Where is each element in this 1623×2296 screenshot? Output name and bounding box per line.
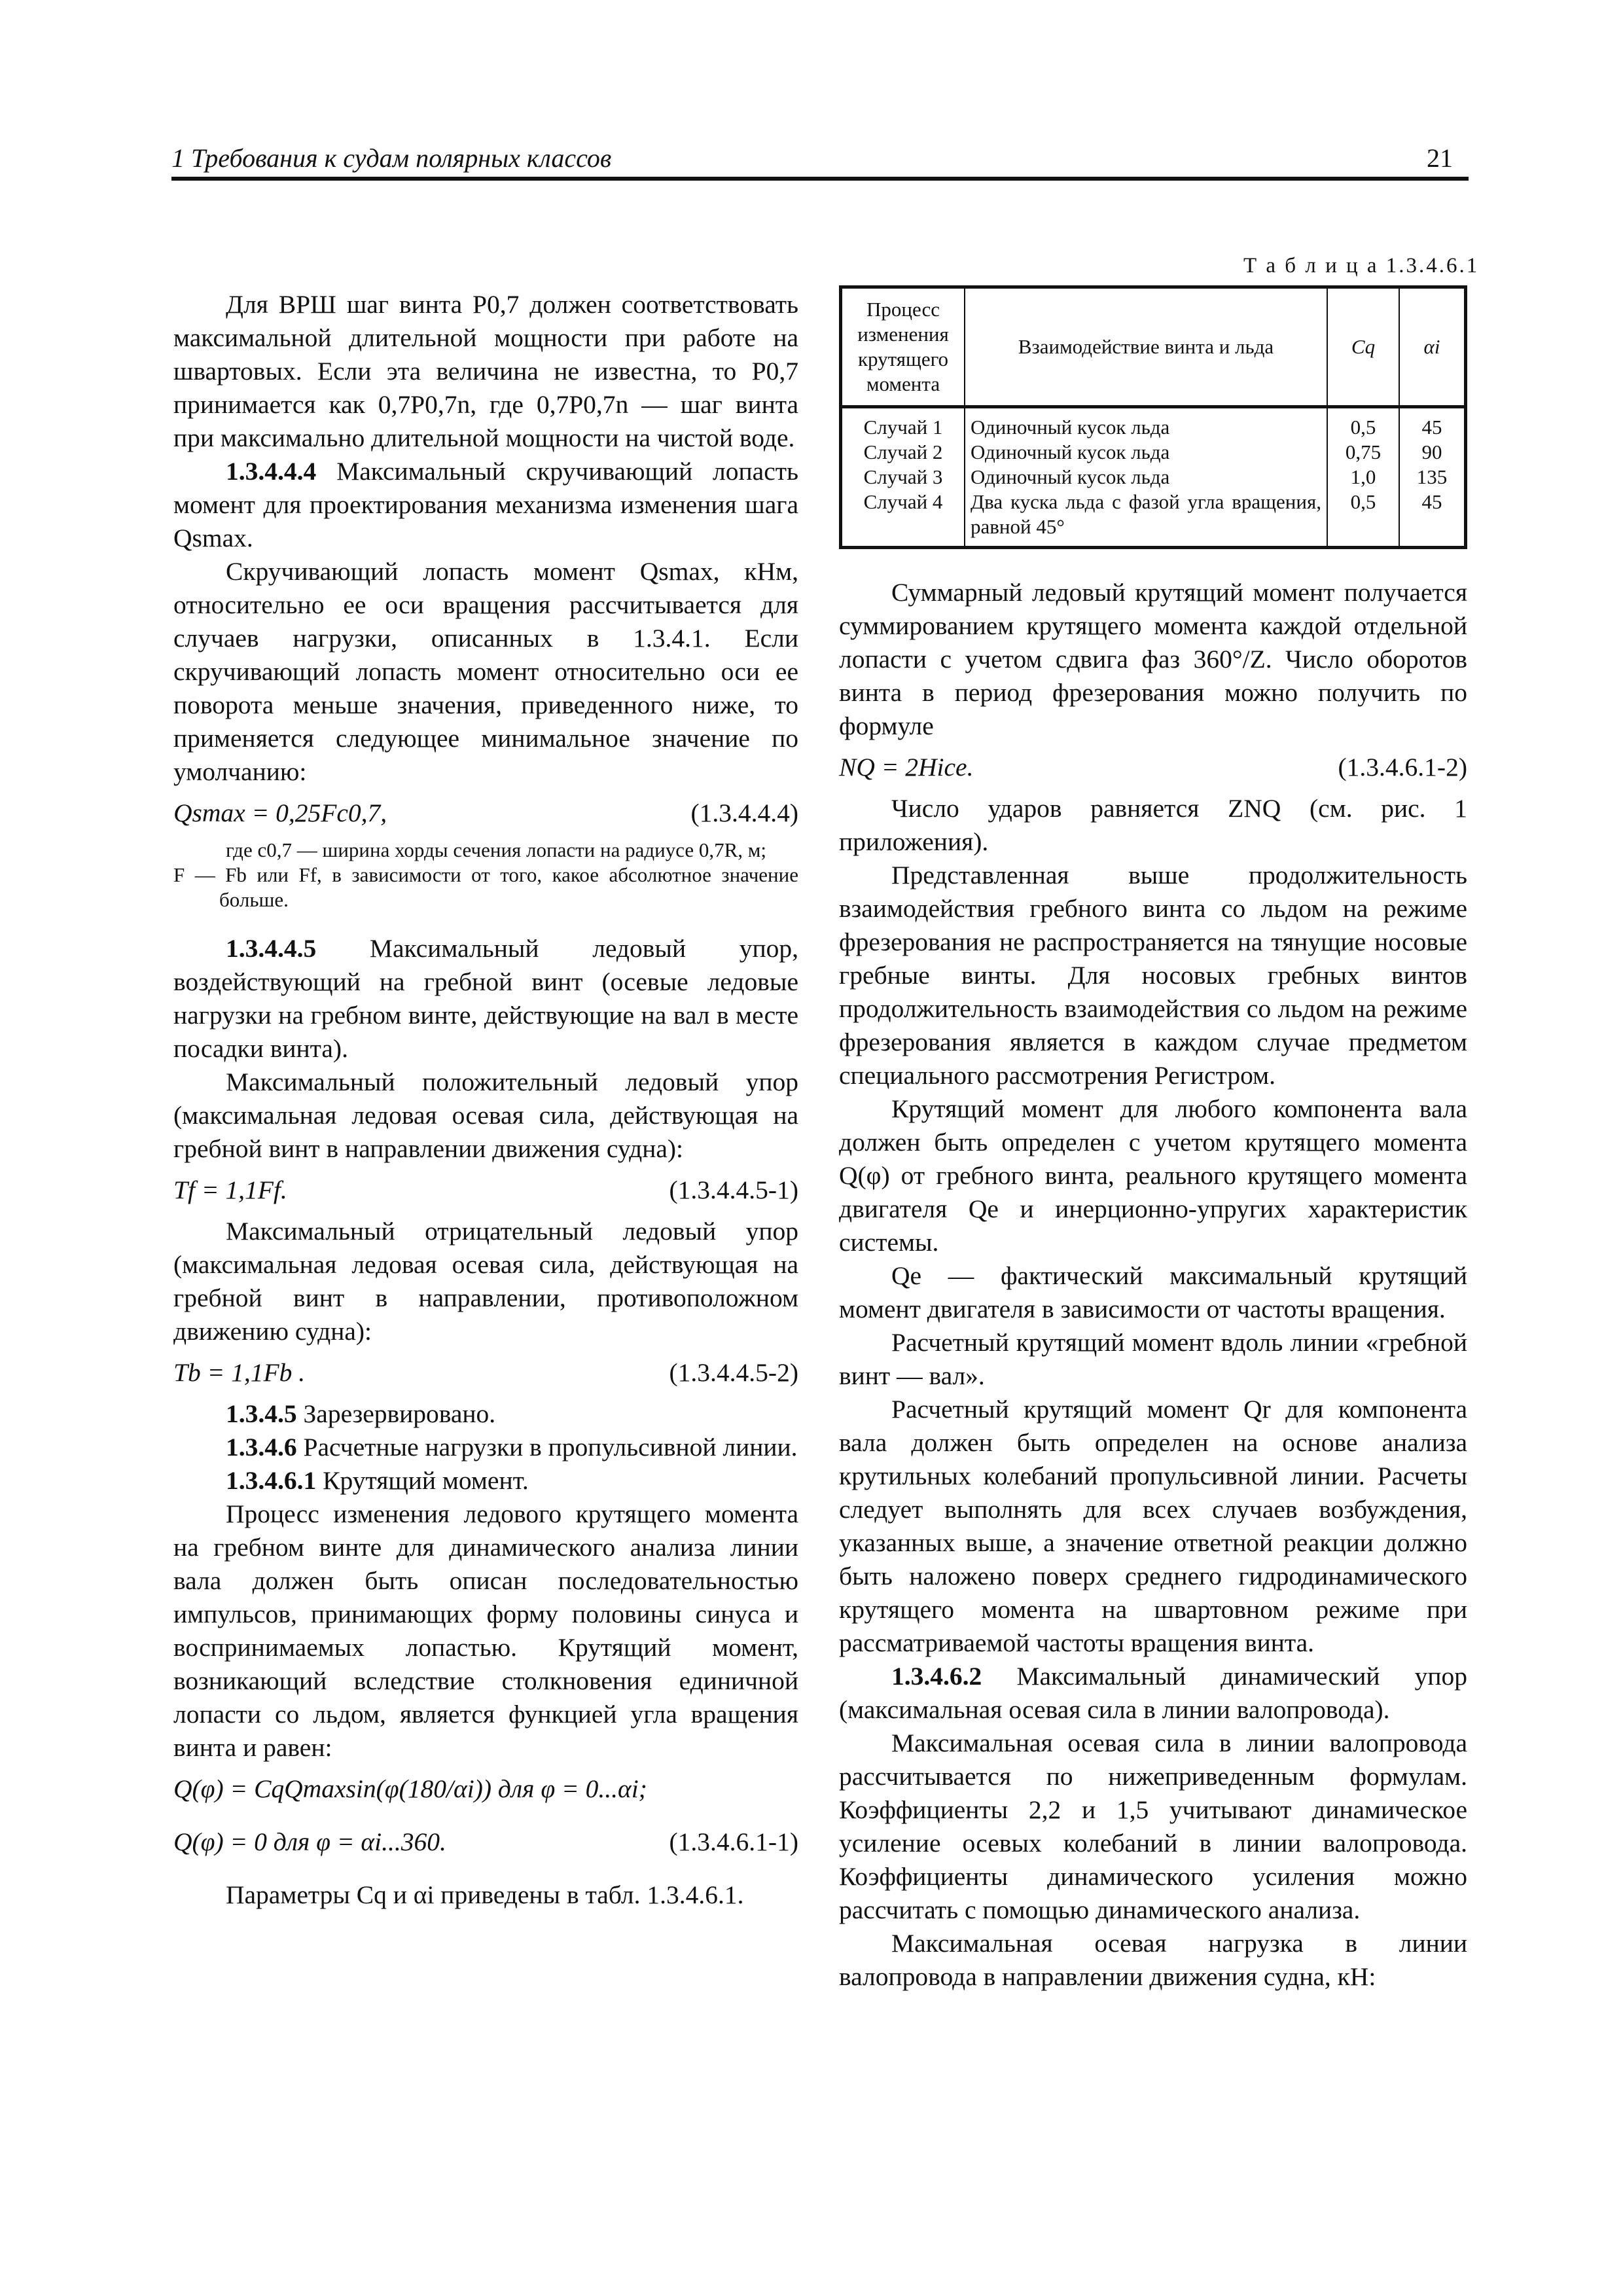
formula-number: (1.3.4.6.1-2) [1338,753,1467,781]
formula-expression: NQ = 2Hice. [839,753,974,781]
table-cell: Одиночный кусок льда [971,465,1170,488]
formula-torque-1 [173,1772,798,1806]
section-number: 1.3.4.5 [226,1399,297,1428]
paragraph: Максимальный положительный ледовый упор (максимальная ледовая осевая сила, действующая на гребной винт в направлении движения судна): [173,1067,798,1163]
paragraph: Расчетный крутящий момент Qr для компонента вала должен быть определен на основе анализа крутильных колебаний пропульсивной линии. Расчеты следует выполнять для всех случаев возбуждения, указанных выше, а значение ответной реакции должно быть наложено поверх среднего гидродинамического крутящего момента на швартовном режиме при рассматриваемой частоты вращения винта. [839,1395,1467,1657]
section-text: Зарезервировано. [303,1399,496,1428]
section-heading [173,1431,798,1464]
section-number: 1.3.4.6 [226,1433,297,1462]
formula-number: (1.3.4.4.5-2) [669,1358,798,1387]
left-column [173,288,798,1912]
formula-number: (1.3.4.6.1-1) [669,1827,798,1856]
formula-number: (1.3.4.4.5-1) [669,1175,798,1204]
right-column [839,576,1467,1994]
page-number: 21 [1427,143,1453,173]
table-header-cell: Cq [1327,287,1399,407]
formula-notes [173,838,798,912]
paragraph: Скручивающий лопасть момент Qsmax, кНм, относительно ее оси вращения рассчитывается для случаев нагрузки, описанных в 1.3.4.1. Если скручивающий лопасть момент относительно оси ее поворота меньше значения, приведенного ниже, то применяется следующее минимальное значение по умолчанию: [173,557,798,786]
table-cell-interactions [965,407,1327,548]
table-cell: 135 [1416,465,1448,488]
table-header-cell: Процесс изменения крутящего момента [841,287,965,407]
formula-1-3-4-4-5-1 [173,1174,798,1207]
table-cell: 45 [1421,416,1442,439]
section-heading [173,455,798,555]
section-text: Расчетные нагрузки в пропульсивной линии. [303,1433,798,1462]
table-cell: 0,5 [1350,416,1376,439]
formula-number: (1.3.4.4.4) [690,798,798,827]
formula-1-3-4-6-1-1 [173,1825,798,1859]
table-header-row [841,287,1466,407]
table-cell: 0,5 [1350,490,1376,513]
section-heading [173,1464,798,1498]
section-number: 1.3.4.6.2 [891,1662,982,1691]
paragraph: Максимальная осевая нагрузка в линии валопровода в направлении движения судна, кН: [839,1929,1467,1991]
table-cell: 45 [1421,490,1442,513]
table-cell-cq [1327,407,1399,548]
table-cell: 90 [1421,440,1442,463]
formula-expression: Qsmax = 0,25Fc0,7, [173,798,387,827]
section-number: 1.3.4.4.4 [226,457,317,486]
section-heading [173,1397,798,1431]
paragraph: Суммарный ледовый крутящий момент получается суммированием крутящего момента каждой отдельной лопасти с учетом сдвига фаз 360°/Z. Число оборотов винта в период фрезерования можно получить по формуле [839,578,1467,740]
table-1-3-4-6-1 [839,285,1467,549]
paragraph: Для ВРШ шаг винта P0,7 должен соответствовать максимальной длительной мощности при работе на швартовых. Если эта величина не известна, то P0,7 принимается как 0,7P0,7n, где 0,7P0,7n — шаг винта при максимально длительной мощности на чистой воде. [173,290,798,452]
section-number: 1.3.4.4.5 [226,934,317,963]
table-cell: Два куска льда с фазой угла вращения, равной 45° [971,490,1321,538]
paragraph: Расчетный крутящий момент вдоль линии «гребной винт — вал». [839,1328,1467,1390]
table-header-cell: αi [1399,287,1466,407]
table-cell: Одиночный кусок льда [971,440,1170,463]
section-text: Максимальный динамический упор (максимальная осевая сила в линии валопровода). [839,1662,1468,1724]
section-text: Максимальный ледовый упор, воздействующий на гребной винт (осевые ледовые нагрузки на гребном винте, действующие на вал в месте посадки винта). [173,934,799,1063]
running-header-title: 1 Требования к судам полярных классов [171,143,612,173]
section-text: Максимальный скручивающий лопасть момент для проектирования механизма изменения шага Qsmax. [173,457,798,552]
note-line: где c0,7 — ширина хорды сечения лопасти на радиусе 0,7R, м; [226,838,767,861]
paragraph: Параметры Cq и αi приведены в табл. 1.3.4.6.1. [226,1880,744,1909]
table-cell: Случай 1 [863,416,943,439]
section-heading [839,1660,1467,1727]
paragraph: Максимальный отрицательный ледовый упор (максимальная ледовая осевая сила, действующая на гребной винт в направлении, противоположном движению судна): [173,1217,798,1346]
section-heading [173,932,798,1066]
paragraph: Число ударов равняется ZNQ (см. рис. 1 приложения). [839,794,1467,856]
table-caption: Т а б л и ц а 1.3.4.6.1 [1243,254,1480,278]
paragraph: Qe — фактический максимальный крутящий момент двигателя в зависимости от частоты вращения. [839,1261,1467,1323]
table-body [841,407,1466,548]
formula-1-3-4-4-4 [173,797,798,830]
table-cell-cases [841,407,965,548]
formula-1-3-4-4-5-2 [173,1356,798,1390]
paragraph: Крутящий момент для любого компонента вала должен быть определен с учетом крутящего момента Q(φ) от гребного винта, реального крутящего момента двигателя Qe и инерционно-упругих характеристик системы. [839,1094,1467,1257]
paragraph: Представленная выше продолжительность взаимодействия гребного винта со льдом на режиме фрезерования не распространяется на тянущие носовые гребные винты. Для носовых гребных винтов продолжительность взаимодействия со льдом на режиме фрезерования является в каждом случае предметом специального рассмотрения Регистром. [839,861,1467,1090]
table-cell: Одиночный кусок льда [971,416,1170,439]
section-number: 1.3.4.6.1 [226,1466,317,1495]
table-cell: Случай 3 [863,465,943,488]
table-cell: 1,0 [1350,465,1376,488]
table-header-cell: Взаимодействие винта и льда [965,287,1327,407]
table-cell-alpha [1399,407,1466,548]
note-line: F — Fb или Ff, в зависимости от того, какое абсолютное значение больше. [173,863,798,911]
formula-1-3-4-6-1-2 [839,751,1467,784]
header-rule [171,177,1469,181]
paragraph: Процесс изменения ледового крутящего момента на гребном винте для динамического анализа линии вала должен быть описан последовательностью импульсов, принимающих форму половины синуса и воспринимаемых лопастью. Крутящий момент, возникающий вследствие столкновения единичной лопасти со льдом, является функцией угла вращения винта и равен: [173,1499,798,1762]
table-cell: 0,75 [1345,440,1382,463]
formula-expression: Tf = 1,1Ff. [173,1175,287,1204]
table-cell: Случай 4 [863,490,943,513]
section-text: Крутящий момент. [323,1466,529,1495]
paragraph: Максимальная осевая сила в линии валопровода рассчитывается по нижеприведенным формулам. Коэффициенты 2,2 и 1,5 учитывают динамическое усиление осевых колебаний в линии валопровода. Коэффициенты динамического усиления можно рассчитать с помощью динамического анализа. [839,1729,1467,1924]
formula-expression: Tb = 1,1Fb . [173,1358,306,1387]
formula-expression: Q(φ) = 0 для φ = αi...360. [173,1827,446,1856]
formula-expression: Q(φ) = CqQmaxsin(φ(180/αi)) для φ = 0...αi; [173,1774,647,1803]
table-cell: Случай 2 [863,440,943,463]
